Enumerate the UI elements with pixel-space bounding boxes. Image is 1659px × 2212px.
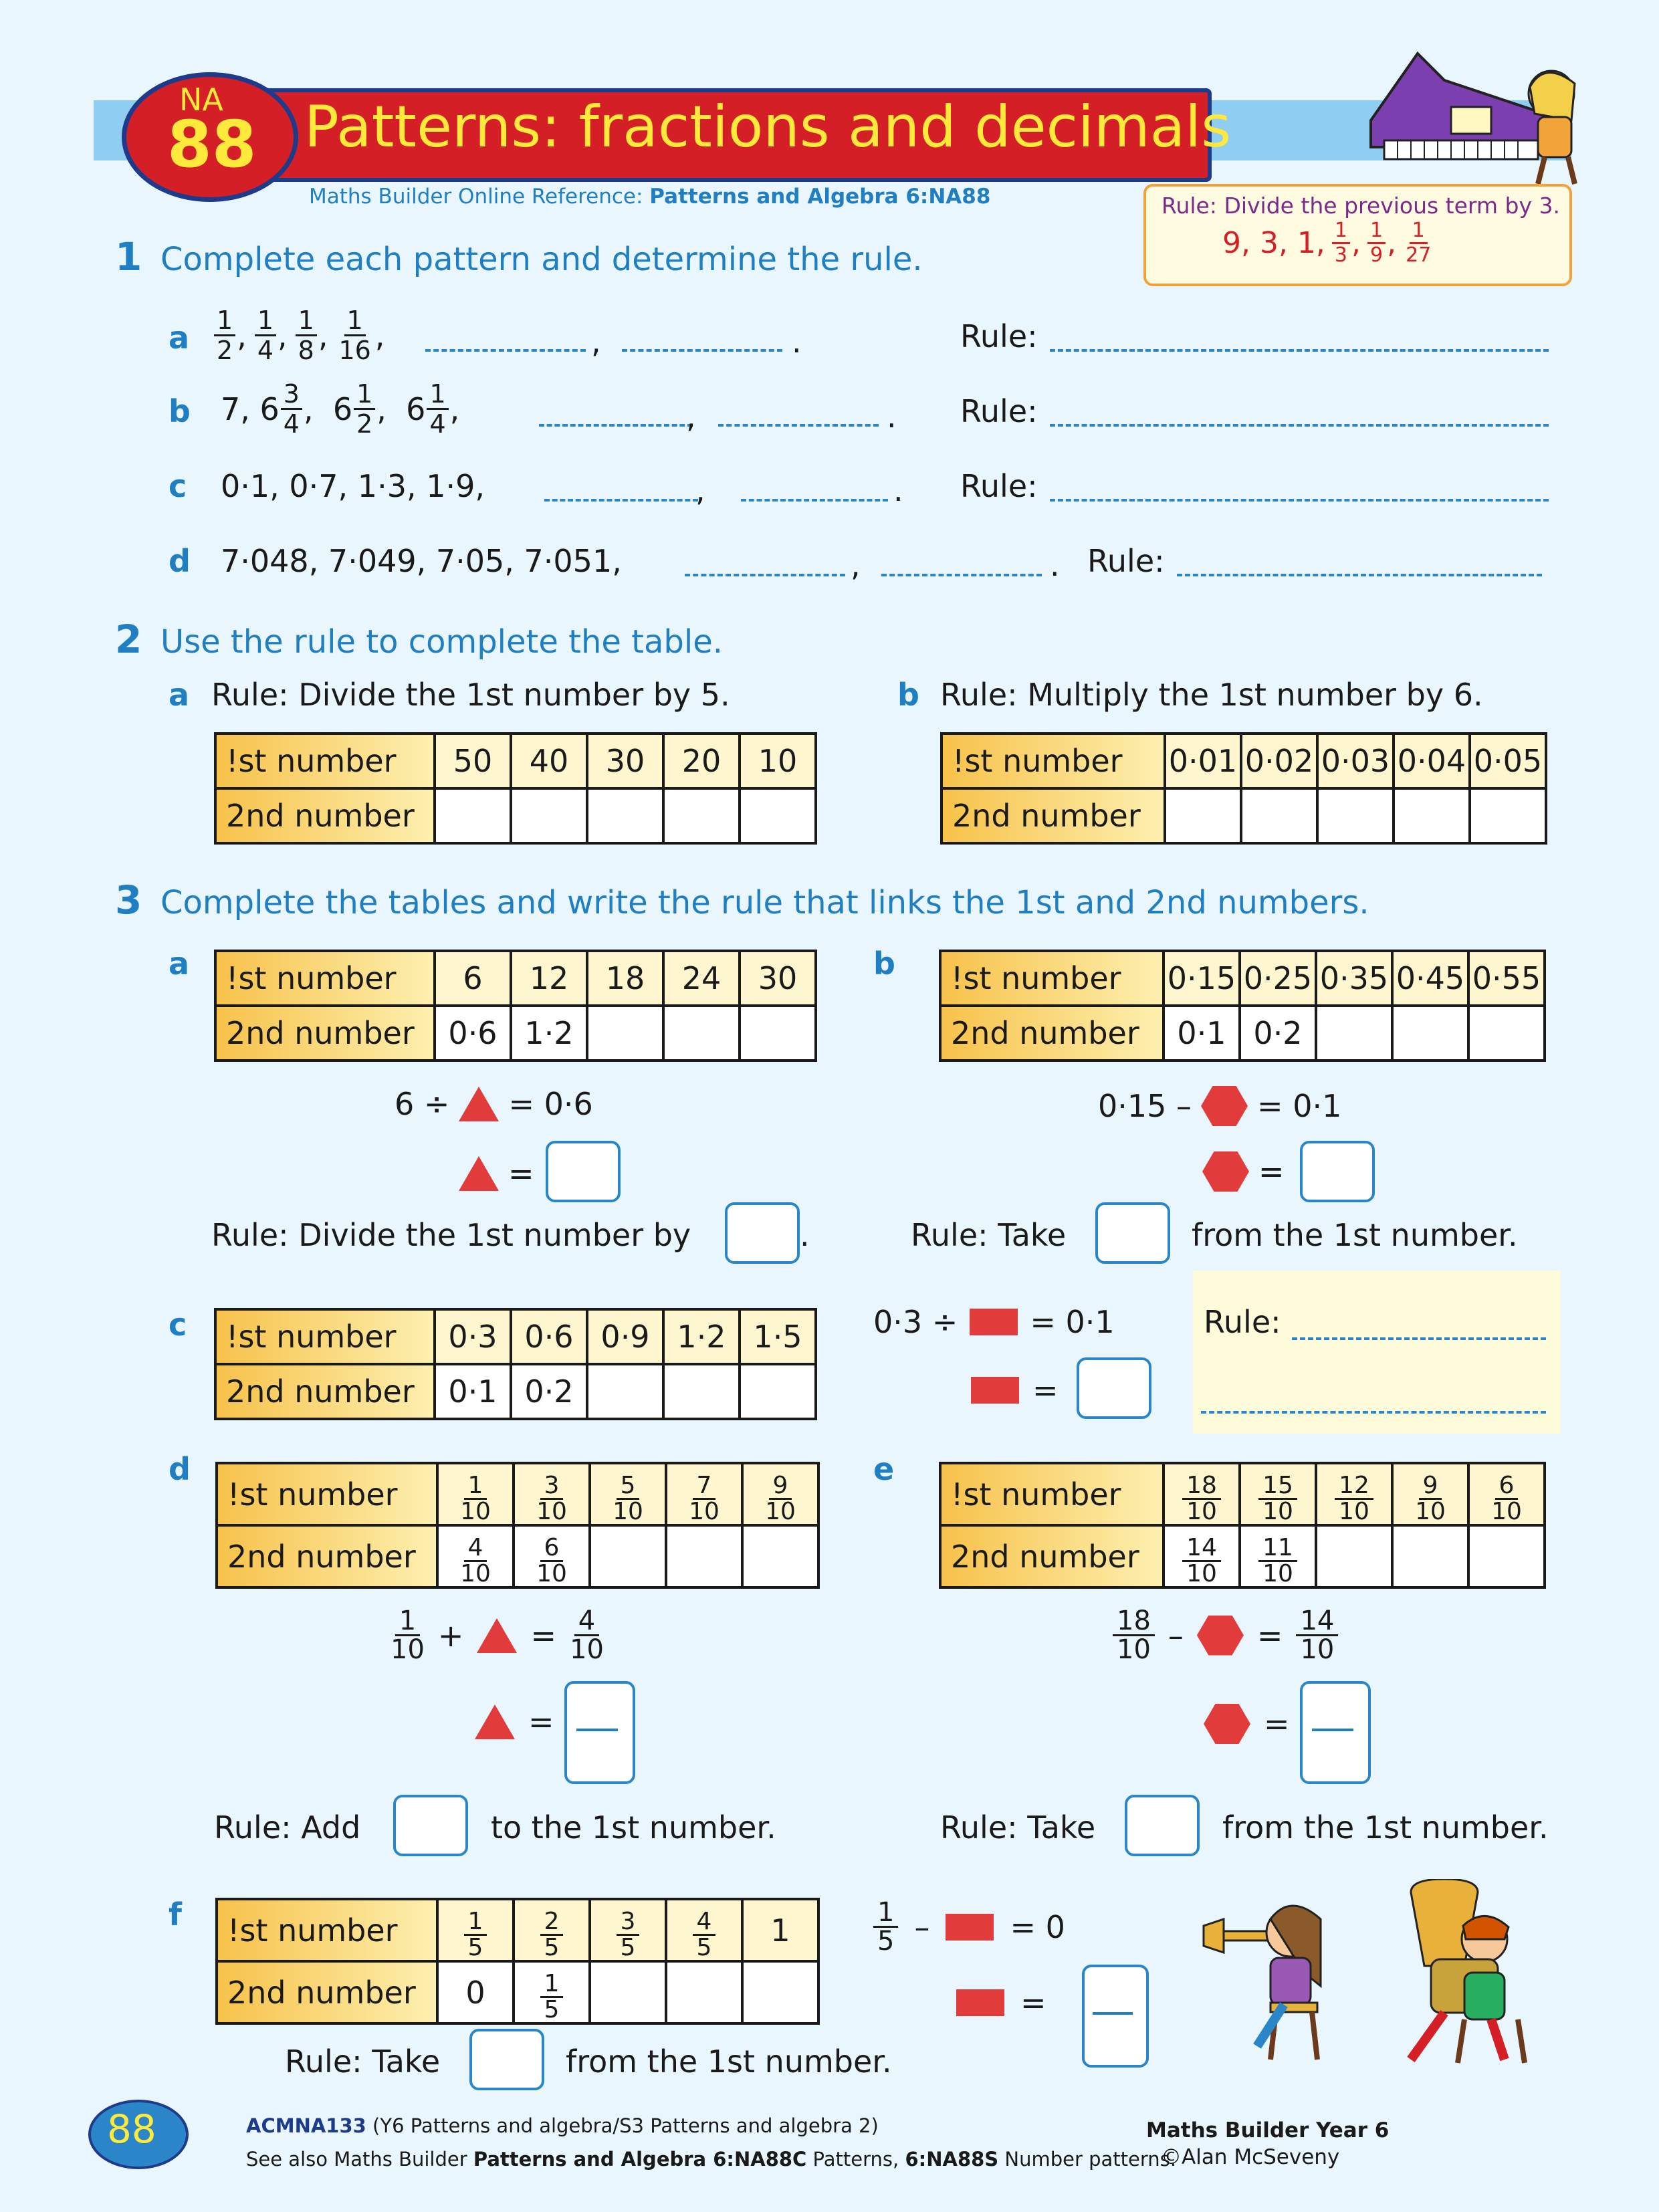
- frac-1-10-eq: 1 10: [391, 1606, 425, 1665]
- q2b-answer-cell[interactable]: [1165, 788, 1241, 843]
- q3c-value: 0·9: [587, 1309, 663, 1364]
- piano-girl-illustration: [1344, 40, 1598, 187]
- q3e-label: e: [873, 1451, 895, 1487]
- row-2-header: 2nd number: [217, 1525, 437, 1587]
- q1d-rule-label: Rule:: [1087, 543, 1165, 579]
- hexagon-icon: [1204, 1704, 1250, 1744]
- q3d-value-cell: [437, 1463, 514, 1525]
- q2b-answer-cell[interactable]: [1317, 788, 1394, 843]
- row-1-header: !st number: [215, 734, 435, 788]
- q3a-table: [214, 950, 817, 1062]
- q3f-eq-right: = 0: [1010, 1908, 1065, 1945]
- q2a-answer-cell[interactable]: [587, 788, 663, 843]
- q1-instruction: Complete each pattern and determine the rule.: [160, 241, 923, 278]
- see-also-suffix: Number patterns.: [998, 2148, 1177, 2171]
- q1b-label: b: [169, 393, 191, 429]
- q1c-sequence: 0·1, 0·7, 1·3, 1·9,: [221, 468, 485, 504]
- q1c-rule-blank[interactable]: [1050, 495, 1549, 502]
- q3b-eq-left: 0·15 –: [1098, 1088, 1192, 1124]
- frac-3-4: $\frac{3}{4}$: [281, 381, 302, 437]
- q2a-value: 10: [740, 734, 816, 788]
- q3c-eq-right: = 0·1: [1030, 1304, 1115, 1340]
- q3c-equation-2: [971, 1372, 1059, 1408]
- frac-7-10: $\frac{7}{10}$: [689, 1472, 720, 1525]
- q3d-equation-2: [475, 1704, 554, 1740]
- q3f-value-cell: [514, 1899, 590, 1961]
- frac-1-2b: $\frac{1}{2}$: [354, 381, 375, 437]
- q3a-rule-post: .: [800, 1217, 810, 1253]
- q2b-value: 0·02: [1241, 734, 1317, 788]
- q3c-value: 0·3: [435, 1309, 511, 1364]
- q3f-rule-pre: Rule: Take: [285, 2043, 441, 2080]
- q3e-answer-cell[interactable]: [1316, 1525, 1392, 1587]
- badge-number: 88: [167, 107, 257, 182]
- triangle-icon: [459, 1087, 499, 1121]
- q3f-label: f: [169, 1896, 183, 1932]
- q1c-label: c: [169, 468, 187, 504]
- frac-1-4b: $\frac{1}{4}$: [427, 381, 448, 437]
- q1b-rule-blank[interactable]: [1050, 420, 1549, 427]
- example-rule: Rule: Divide the previous term by 3.: [1162, 193, 1560, 219]
- q1c-period: .: [893, 472, 903, 508]
- rectangle-icon: [970, 1309, 1018, 1335]
- q2-number: 2: [115, 617, 142, 662]
- q3b-value: 0·35: [1316, 951, 1392, 1006]
- frac-4-10-eq: $\frac{4}{10}$: [570, 1606, 604, 1665]
- frac-1-3: $\frac{1}{3}$: [1332, 221, 1350, 265]
- q3b-shape-answer-box[interactable]: [1300, 1141, 1375, 1202]
- q3-instruction: Complete the tables and write the rule that links the 1st and 2nd numbers.: [160, 884, 1369, 921]
- equals-sign: =: [508, 1155, 534, 1192]
- q2b-table: [940, 732, 1547, 845]
- q1a-sequence: $\frac{1}{2}$ , $\frac{1}{4}$ , $\frac{1}{8}$ , $\frac{1}{16}$ ,: [213, 308, 384, 363]
- q3b-eq-right: = 0·1: [1257, 1088, 1342, 1124]
- row-1-header: !st number: [940, 1463, 1164, 1525]
- see-also-ref-2: 6:NA88S: [905, 2148, 999, 2171]
- frac-6-10e: $\frac{6}{10}$: [1491, 1472, 1522, 1525]
- q3d-second-cell: [514, 1525, 590, 1587]
- q1b-sequence: 7, 6 $\frac{3}{4}$ , 6 $\frac{1}{2}$ , 6 $\frac{1}{4}$ ,: [221, 379, 460, 439]
- frac-1-4: $\frac{1}{4}$: [255, 308, 276, 363]
- frac-18-10: $\frac{18}{10}$: [1182, 1474, 1221, 1524]
- q3a-equation: [395, 1086, 593, 1122]
- q3a-eq-right: = 0·6: [508, 1086, 593, 1122]
- see-also-ref-1: Patterns and Algebra 6:NA88C: [473, 2148, 807, 2171]
- q3b-answer-cell[interactable]: [1316, 1006, 1392, 1061]
- q3d-fraction-bar: [576, 1729, 618, 1731]
- q3f-answer-cell[interactable]: [590, 1961, 666, 2023]
- q1a-comma: ,: [591, 324, 601, 360]
- q2b-value: 0·04: [1394, 734, 1470, 788]
- q3c-second-value: 0·1: [435, 1364, 511, 1419]
- q3b-rule-answer-box[interactable]: [1095, 1202, 1170, 1264]
- q3d-answer-cell[interactable]: [666, 1525, 742, 1587]
- row-2-header: 2nd number: [942, 788, 1165, 843]
- q3d-value-cell: [666, 1463, 742, 1525]
- q2a-value: 30: [587, 734, 663, 788]
- q1d-sequence: 7·048, 7·049, 7·05, 7·051,: [221, 543, 622, 579]
- q3c-equation: [873, 1304, 1115, 1340]
- q3f-answer-cell[interactable]: [666, 1961, 742, 2023]
- frac-5-10: $\frac{5}{10}$: [613, 1472, 643, 1525]
- q2b-value: 0·03: [1317, 734, 1394, 788]
- q3b-answer-cell[interactable]: [1392, 1006, 1468, 1061]
- q3e-equation-2: [1204, 1704, 1290, 1744]
- q3d-answer-cell[interactable]: [742, 1525, 818, 1587]
- q3e-rule-post: from the 1st number.: [1222, 1809, 1549, 1846]
- q3e-answer-cell[interactable]: [1468, 1525, 1545, 1587]
- row-1-header: !st number: [217, 1899, 437, 1961]
- minus-sign: –: [914, 1908, 930, 1945]
- q1d-blank-2[interactable]: [881, 570, 1042, 576]
- q1c-comma: ,: [695, 472, 705, 508]
- q2a-rule: Rule: Divide the 1st number by 5.: [211, 677, 730, 713]
- minus-sign: –: [1168, 1617, 1184, 1654]
- q3b-value: 0·45: [1392, 951, 1468, 1006]
- q3d-second-cell: [437, 1525, 514, 1587]
- curriculum-code-id: ACMNA133: [246, 2114, 366, 2137]
- q1b-comma: ,: [686, 399, 696, 435]
- reference-prefix: Maths Builder Online Reference:: [309, 185, 650, 209]
- q3d-fraction-answer-box[interactable]: [564, 1681, 635, 1784]
- q3c-answer-cell[interactable]: [740, 1364, 816, 1419]
- equals-sign: =: [1020, 1985, 1046, 2021]
- rectangle-icon: [946, 1914, 994, 1941]
- frac-1-27: $\frac{1}{27}$: [1406, 219, 1432, 267]
- frac-4-10: $\frac{4}{10}$: [460, 1534, 491, 1587]
- q3f-second-value: 0: [437, 1961, 514, 2023]
- q2a-answer-cell[interactable]: [435, 788, 511, 843]
- q3c-rule-blank-1[interactable]: [1292, 1333, 1546, 1340]
- q3e-value-cell: [1468, 1463, 1545, 1525]
- equals-sign: =: [528, 1704, 554, 1740]
- online-reference: [309, 185, 990, 209]
- trumpet-player-illustration: [1197, 1886, 1351, 2066]
- row-2-header: 2nd number: [215, 1006, 435, 1061]
- q3d-rule-post: to the 1st number.: [491, 1809, 776, 1846]
- q3e-equation: [1113, 1608, 1338, 1663]
- q3b-value: 0·25: [1240, 951, 1316, 1006]
- q1d-label: d: [169, 543, 191, 579]
- q2b-rule: Rule: Multiply the 1st number by 6.: [940, 677, 1483, 713]
- q1b-blank-1[interactable]: [539, 420, 693, 427]
- q3d-answer-cell[interactable]: [590, 1525, 666, 1587]
- row-1-header: !st number: [215, 951, 435, 1006]
- q3a-answer-cell[interactable]: [740, 1006, 816, 1061]
- q3e-value-cell: [1240, 1463, 1316, 1525]
- q2a-value: 50: [435, 734, 511, 788]
- q3b-answer-cell[interactable]: [1468, 1006, 1545, 1061]
- q1b-period: .: [887, 399, 897, 435]
- q3a-second-value: 0·6: [435, 1006, 511, 1061]
- q2a-answer-cell[interactable]: [511, 788, 587, 843]
- row-1-header: !st number: [942, 734, 1165, 788]
- q3c-value: 0·6: [511, 1309, 587, 1364]
- q2a-value: 40: [511, 734, 587, 788]
- page-number: 88: [107, 2106, 156, 2152]
- equals-sign: =: [1256, 1617, 1283, 1654]
- q3e-rule-answer-box[interactable]: [1125, 1795, 1200, 1856]
- q3d-rule-answer-box[interactable]: [393, 1795, 468, 1856]
- see-also-prefix: See also Maths Builder: [246, 2148, 473, 2171]
- q1d-rule-blank[interactable]: [1177, 570, 1542, 576]
- q3c-second-value: 0·2: [511, 1364, 587, 1419]
- q3c-rule-label: Rule:: [1204, 1304, 1281, 1340]
- q3a-answer-cell[interactable]: [663, 1006, 740, 1061]
- triangle-icon: [477, 1618, 517, 1653]
- q3c-rule-blank-2[interactable]: [1201, 1407, 1546, 1414]
- frac-11-10: $\frac{11}{10}$: [1258, 1536, 1297, 1586]
- q3c-eq-left: 0·3 ÷: [873, 1304, 958, 1340]
- q3b-value: 0·55: [1468, 951, 1545, 1006]
- frac-1-8: $\frac{1}{8}$: [296, 308, 317, 363]
- q3a-eq-left: 6 ÷: [395, 1086, 450, 1122]
- q3f-equation: [873, 1899, 1065, 1955]
- q3c-answer-cell[interactable]: [587, 1364, 663, 1419]
- q3a-value: 30: [740, 951, 816, 1006]
- q1d-blank-1[interactable]: [685, 570, 845, 576]
- q1c-blank-2[interactable]: [741, 495, 888, 502]
- q3c-shape-answer-box[interactable]: [1077, 1357, 1151, 1419]
- rectangle-icon: [971, 1377, 1019, 1404]
- q3d-value-cell: [742, 1463, 818, 1525]
- q3-number: 3: [115, 877, 142, 923]
- q3e-second-cell: [1164, 1525, 1240, 1587]
- frac-1-5: $\frac{1}{5}$: [464, 1910, 487, 1960]
- q3a-rule-pre: Rule: Divide the 1st number by: [211, 1217, 691, 1253]
- q2b-answer-cell[interactable]: [1241, 788, 1317, 843]
- frac-2-5: $\frac{2}{5}$: [540, 1910, 564, 1960]
- badge-top: NA: [179, 82, 223, 118]
- q1b-rule-label: Rule:: [960, 393, 1038, 429]
- q1b-seq-start: 7, 6: [221, 391, 280, 427]
- q3e-second-cell: [1240, 1525, 1316, 1587]
- q3a-second-value: 1·2: [511, 1006, 587, 1061]
- q3f-rule-answer-box[interactable]: [469, 2029, 544, 2090]
- row-2-header: 2nd number: [940, 1006, 1164, 1061]
- q3a-shape-answer-box[interactable]: [546, 1141, 621, 1202]
- q3d-value-cell: [590, 1463, 666, 1525]
- hexagon-icon: [1201, 1086, 1248, 1126]
- q1d-comma: ,: [851, 547, 861, 583]
- q3a-answer-cell[interactable]: [587, 1006, 663, 1061]
- frac-1-5-eq: 1 5: [873, 1899, 898, 1955]
- row-1-header: !st number: [215, 1309, 435, 1364]
- q1a-blank-2[interactable]: [622, 345, 782, 352]
- reference-code: Patterns and Algebra 6:NA88: [649, 185, 991, 209]
- frac-6-10: $\frac{6}{10}$: [536, 1534, 567, 1587]
- see-also: [246, 2148, 1176, 2171]
- q3b-label: b: [873, 946, 895, 982]
- curriculum-code: [246, 2114, 879, 2137]
- q3a-value: 18: [587, 951, 663, 1006]
- q3f-value-cell: [590, 1899, 666, 1961]
- q3c-label: c: [169, 1307, 187, 1343]
- q3d-equation: [391, 1608, 604, 1663]
- tuba-player-illustration: [1384, 1879, 1545, 2066]
- q1c-blank-1[interactable]: [544, 495, 698, 502]
- row-2-header: 2nd number: [217, 1961, 437, 2023]
- q2a-value: 20: [663, 734, 740, 788]
- q2b-value: 0·05: [1470, 734, 1546, 788]
- q1b-blank-2[interactable]: [718, 420, 879, 427]
- q3b-equation: [1098, 1086, 1341, 1126]
- q3c-value: 1·2: [663, 1309, 740, 1364]
- q3e-value-cell: [1164, 1463, 1240, 1525]
- triangle-icon: [475, 1704, 515, 1739]
- frac-9-10e: $\frac{9}{10}$: [1415, 1472, 1446, 1525]
- q2b-answer-cell[interactable]: [1394, 788, 1470, 843]
- q1a-rule-label: Rule:: [960, 318, 1038, 354]
- q3d-table: [215, 1462, 820, 1589]
- equals-sign: =: [530, 1617, 556, 1654]
- q3b-rule-post: from the 1st number.: [1192, 1217, 1518, 1253]
- rectangle-icon: [956, 1989, 1004, 2016]
- example-seq-start: 9, 3, 1,: [1222, 226, 1325, 260]
- q3a-value: 12: [511, 951, 587, 1006]
- frac-14-10: $\frac{14}{10}$: [1182, 1536, 1221, 1586]
- q2a-answer-cell[interactable]: [663, 788, 740, 843]
- q3e-fraction-bar: [1312, 1729, 1353, 1731]
- row-2-header: 2nd number: [940, 1525, 1164, 1587]
- q3c-table: [214, 1308, 817, 1420]
- frac-4-5: $\frac{4}{5}$: [693, 1910, 716, 1960]
- q3a-label: a: [169, 946, 190, 982]
- equals-sign: =: [1264, 1706, 1290, 1742]
- q3e-answer-cell[interactable]: [1392, 1525, 1468, 1587]
- plus-sign: +: [437, 1617, 464, 1654]
- q1a-label: a: [169, 320, 190, 356]
- q3d-rule-pre: Rule: Add: [214, 1809, 361, 1846]
- frac-14-10-eq: $\frac{14}{10}$: [1296, 1608, 1338, 1663]
- frac-1-10: $\frac{1}{10}$: [460, 1472, 491, 1525]
- q1c-rule-label: Rule:: [960, 468, 1038, 504]
- q1-number: 1: [115, 234, 142, 280]
- q2a-table: [214, 732, 817, 845]
- q3f-answer-cell[interactable]: [742, 1961, 818, 2023]
- q3f-equation-2: [956, 1985, 1046, 2021]
- equals-sign: =: [1258, 1153, 1285, 1190]
- q3b-second-value: 0·1: [1164, 1006, 1240, 1061]
- q3f-table: [215, 1898, 820, 2025]
- q3f-fraction-answer-box[interactable]: [1082, 1965, 1149, 2068]
- q1a-blank-1[interactable]: [425, 345, 586, 352]
- q3c-answer-cell[interactable]: [663, 1364, 740, 1419]
- q3a-value: 24: [663, 951, 740, 1006]
- q3e-table: [939, 1462, 1546, 1589]
- row-2-header: 2nd number: [215, 1364, 435, 1419]
- q3d-label: d: [169, 1451, 191, 1487]
- frac-3-10: $\frac{3}{10}$: [536, 1472, 567, 1525]
- q3f-rule-post: from the 1st number.: [566, 2043, 892, 2080]
- q3e-rule-pre: Rule: Take: [940, 1809, 1096, 1846]
- see-also-mid: Patterns,: [806, 2148, 905, 2171]
- q3f-second-cell: [514, 1961, 590, 2023]
- frac-3-5: $\frac{3}{5}$: [617, 1910, 640, 1960]
- q3e-fraction-answer-box[interactable]: [1300, 1681, 1371, 1784]
- q3b-equation-2: [1202, 1151, 1285, 1192]
- q3b-rule-pre: Rule: Take: [911, 1217, 1067, 1253]
- q3f-fraction-bar: [1093, 2012, 1133, 2015]
- q3e-value-cell: [1392, 1463, 1468, 1525]
- q3b-value: 0·15: [1164, 951, 1240, 1006]
- hexagon-icon: [1197, 1616, 1244, 1656]
- example-sequence: 9, 3, 1, $\frac{1}{3}$ , $\frac{1}{9}$ , $\frac{1}{27}$: [1222, 221, 1435, 265]
- q2b-value: 0·01: [1165, 734, 1241, 788]
- q2b-label: b: [897, 677, 919, 713]
- q1a-rule-blank[interactable]: [1050, 345, 1549, 352]
- q3a-value: 6: [435, 951, 511, 1006]
- frac-15-10: $\frac{15}{10}$: [1258, 1474, 1297, 1524]
- q2a-answer-cell[interactable]: [740, 788, 816, 843]
- q3c-value: 1·5: [740, 1309, 816, 1364]
- row-1-header: !st number: [940, 951, 1164, 1006]
- q2b-answer-cell[interactable]: [1470, 788, 1546, 843]
- q3d-value-cell: [514, 1463, 590, 1525]
- q3f-value-cell: [437, 1899, 514, 1961]
- q3a-equation-2: [459, 1155, 534, 1192]
- page-title: Patterns: fractions and decimals: [304, 94, 1231, 160]
- q2-instruction: Use the rule to complete the table.: [160, 623, 724, 661]
- row-1-header: !st number: [217, 1463, 437, 1525]
- q3f-value-cell: [666, 1899, 742, 1961]
- q1d-period: .: [1050, 547, 1060, 583]
- frac-1-2: $\frac{1}{2}$: [214, 308, 235, 363]
- q3b-second-value: 0·2: [1240, 1006, 1316, 1061]
- q2a-label: a: [169, 677, 190, 713]
- frac-12-10: $\frac{12}{10}$: [1335, 1474, 1373, 1524]
- author: ©Alan McSeveny: [1161, 2145, 1340, 2169]
- row-2-header: 2nd number: [215, 788, 435, 843]
- hexagon-icon: [1202, 1151, 1249, 1192]
- book-title: Maths Builder Year 6: [1146, 2118, 1390, 2142]
- triangle-icon: [459, 1156, 499, 1191]
- frac-1-16: $\frac{1}{16}$: [338, 306, 371, 365]
- curriculum-code-desc: (Y6 Patterns and algebra/S3 Patterns and algebra 2): [366, 2114, 879, 2137]
- frac-18-10-eq: 18 10: [1113, 1608, 1155, 1663]
- equals-sign: =: [1032, 1372, 1059, 1408]
- q3a-rule-answer-box[interactable]: [725, 1202, 800, 1264]
- q3f-value: 1: [742, 1899, 818, 1961]
- frac-1-5b: $\frac{1}{5}$: [540, 1972, 564, 2022]
- q3e-value-cell: [1316, 1463, 1392, 1525]
- frac-9-10: $\frac{9}{10}$: [765, 1472, 796, 1525]
- q3b-table: [939, 950, 1546, 1062]
- frac-1-9: $\frac{1}{9}$: [1367, 221, 1386, 265]
- q1a-period: .: [792, 324, 802, 360]
